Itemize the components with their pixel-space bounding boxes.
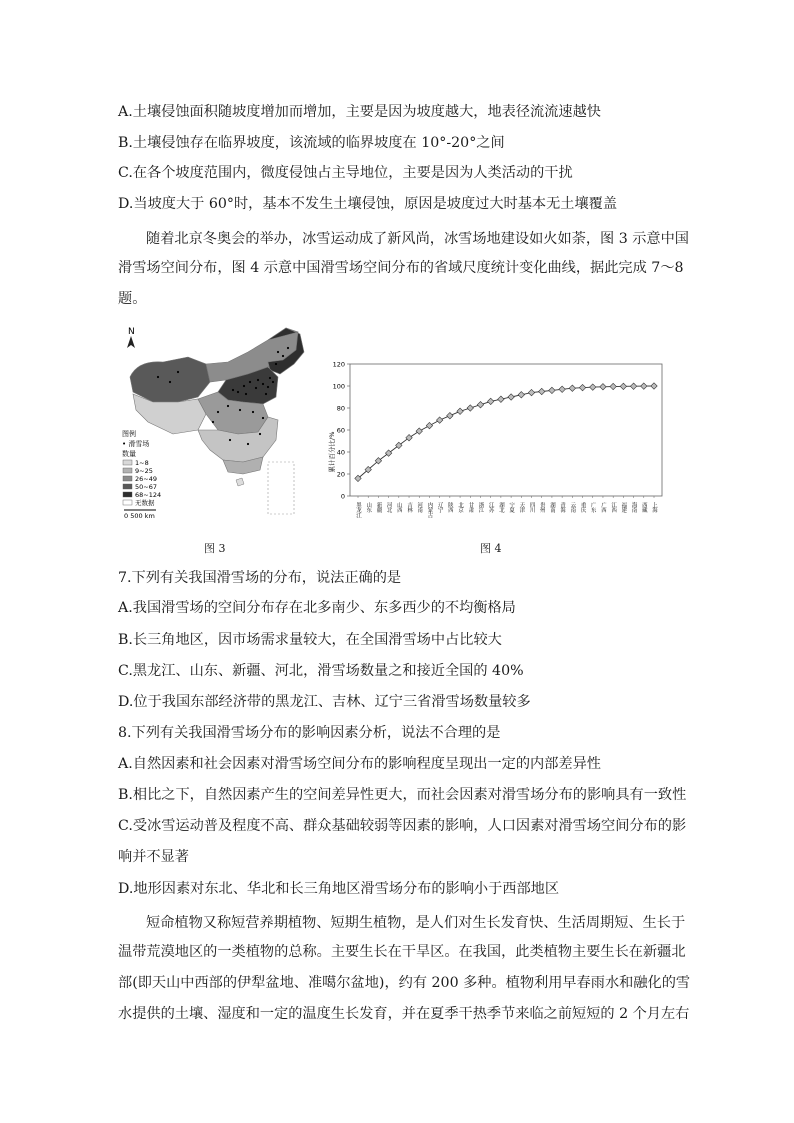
south-sea-box [268,462,294,514]
x-tick-label: 江西 [610,502,617,513]
x-tick-label: 四川 [528,502,535,513]
y-tick-label: 40 [336,448,345,457]
north-arrow [127,327,135,348]
legend-count: 数量 [122,450,136,458]
passage-line-1: 短命植物又称短营养期植物、短期生植物，是人们对生长发育快、生活周期短、生长于 [146,915,686,931]
data-point [487,398,493,404]
y-tick-label: 0 [340,492,345,501]
x-tick-label: 浙江 [477,502,484,513]
data-point [416,428,422,434]
region-northwest [130,357,210,402]
q8-stem: 8.下列有关我国滑雪场分布的影响因素分析，说法不合理的是 [118,725,501,741]
q6-option-d: D.当坡度大于 60°时，基本不发生土壤侵蚀，原因是坡度过大时基本无土壤覆盖 [118,196,618,212]
data-point [579,384,585,390]
x-tick-label: 山东 [365,502,372,513]
y-axis-label: 累计百分比/% [328,431,336,473]
x-tick-label: 贵州 [538,502,545,513]
x-tick-label: 新疆 [375,502,382,513]
data-point [539,388,545,394]
data-point [518,392,524,398]
data-point [426,422,432,428]
data-point [498,396,504,402]
data-point [630,383,636,389]
x-tick-label: 天津 [518,502,525,513]
q8-option-d: D.地形因素对东北、华北和长三角地区滑雪场分布的影响小于西部地区 [118,881,560,897]
data-point [447,413,453,419]
series-line [358,386,654,478]
legend-swatch [123,500,132,505]
data-point [508,394,514,400]
figure4-caption: 图 4 [480,542,502,555]
x-tick-label: 西藏 [640,502,647,513]
y-tick-label: 100 [332,382,345,391]
legend-label: 1~8 [135,459,149,467]
plot-frame [350,364,662,496]
q8-option-c: C.受冰雪运动普及程度不高、群众基础较弱等因素的影响，人口因素对滑雪场空间分布的影 [118,818,687,834]
x-tick-label: 河南 [416,502,423,513]
legend-swatch [123,492,132,497]
data-point [457,408,463,414]
legend-items [123,459,161,507]
figure3-map [118,322,308,522]
hainan-island [236,478,244,486]
x-tick-label: 广西 [599,502,606,513]
scale-bar [124,510,156,520]
y-tick-label: 120 [332,360,345,369]
x-tick-label: 陕西 [446,502,453,513]
x-tick-label: 湖南 [548,502,555,513]
q8-option-a: A.自然因素和社会因素对滑雪场空间分布的影响程度呈现出一定的内部差异性 [118,756,601,772]
data-point [569,385,575,391]
data-point [549,387,555,393]
x-tick-label: 广东 [589,502,596,513]
figure3-caption: 图 3 [204,542,226,555]
q7-option-a: A.我国滑雪场的空间分布存在北多南少、东多西少的不均衡格局 [118,600,516,616]
x-tick-label: 云南 [569,502,576,513]
data-point [477,402,483,408]
x-tick-label: 北京 [457,502,464,513]
legend-point: • 滑雪场 [122,440,150,448]
intro-line-3: 题。 [118,291,147,307]
legend-swatch [123,476,132,481]
legend-swatch [123,468,132,473]
x-tick-label: 吉林 [406,502,413,513]
data-point [590,384,596,390]
data-point [641,383,647,389]
x-tick-label: 辽宁 [436,502,443,513]
legend-swatch [123,460,132,465]
x-tick-label: 海南 [630,502,637,513]
data-point [600,384,606,390]
x-tick-label: 黑龙江 [355,502,361,519]
y-tick-label: 60 [336,426,345,435]
x-tick-label: 青海 [559,502,566,513]
legend-label: 50~67 [135,483,157,491]
data-point [620,383,626,389]
intro-line-2: 滑雪场空间分布，图 4 示意中国滑雪场空间分布的省域尺度统计变化曲线，据此完成 7～8 [118,260,684,276]
x-tick-label: 河北 [385,502,392,513]
legend-label: 26~49 [135,475,157,483]
data-point [559,386,565,392]
x-tick-label: 福建 [620,502,627,513]
y-tick-label: 20 [336,470,345,479]
legend-label: 9~25 [135,467,153,475]
x-tick-label: 湖北 [497,502,504,513]
q7-stem: 7.下列有关我国滑雪场的分布，说法正确的是 [118,570,402,586]
data-point [528,389,534,395]
x-tick-label: 内蒙古 [426,502,433,519]
y-tick-label: 80 [336,404,345,413]
q6-option-b: B.土壤侵蚀存在临界坡度，该流域的临界坡度在 10°-20°之间 [118,135,505,151]
q6-option-c: C.在各个坡度范围内，微度侵蚀占主导地位，主要是因为人类活动的干扰 [118,165,573,181]
legend-label: 无数据 [135,499,155,507]
figure4-chart [326,356,668,536]
data-point [436,417,442,423]
data-point [610,383,616,389]
intro-line-1: 随着北京冬奥会的举办，冰雪运动成了新风尚，冰雪场地建设如火如荼，图 3 示意中国 [146,231,689,247]
x-tick-label: 甘肃 [467,502,474,513]
q6-option-a: A.土壤侵蚀面积随坡度增加而增加，主要是因为坡度越大，地表径流流速越快 [118,104,601,120]
legend-swatch [123,484,132,489]
legend-title: 图例 [122,430,136,438]
north-label: N [128,327,135,337]
q7-option-b: B.长三角地区，因市场需求量较大，在全国滑雪场中占比较大 [118,632,502,648]
passage-line-3: 部(即天山中西部的伊犁盆地、准噶尔盆地)，约有 200 多种。植物利用早春雨水和融化的雪 [118,975,691,991]
x-tick-label: 重庆 [579,502,586,513]
x-tick-label: 宁夏 [508,502,515,513]
data-point [467,405,473,411]
passage-line-2: 温带荒漠地区的一类植物的总称。主要生长在干旱区。在我国，此类植物主要生长在新疆北 [118,944,686,960]
x-tick-label: 山西 [395,502,402,513]
x-tick-label: 江苏 [487,502,494,513]
q8-option-b: B.相比之下，自然因素产生的空间差异性更大，而社会因素对滑雪场分布的影响具有一致性 [118,787,687,803]
q8-option-c-cont: 响并不显著 [118,849,189,865]
scale-label: 0 500 km [124,512,155,520]
legend-label: 68~124 [135,491,162,499]
passage-line-4: 水提供的土壤、湿度和一定的温度生长发育，并在夏季干热季节来临之前短短的 2 个月左右 [118,1006,690,1022]
q7-option-c: C.黑龙江、山东、新疆、河北，滑雪场数量之和接近全国的 40% [118,663,524,679]
q7-option-d: D.位于我国东部经济带的黑龙江、吉林、辽宁三省滑雪场数量较多 [118,694,531,710]
x-tick-label: 上海 [651,502,657,513]
data-point [651,383,657,389]
